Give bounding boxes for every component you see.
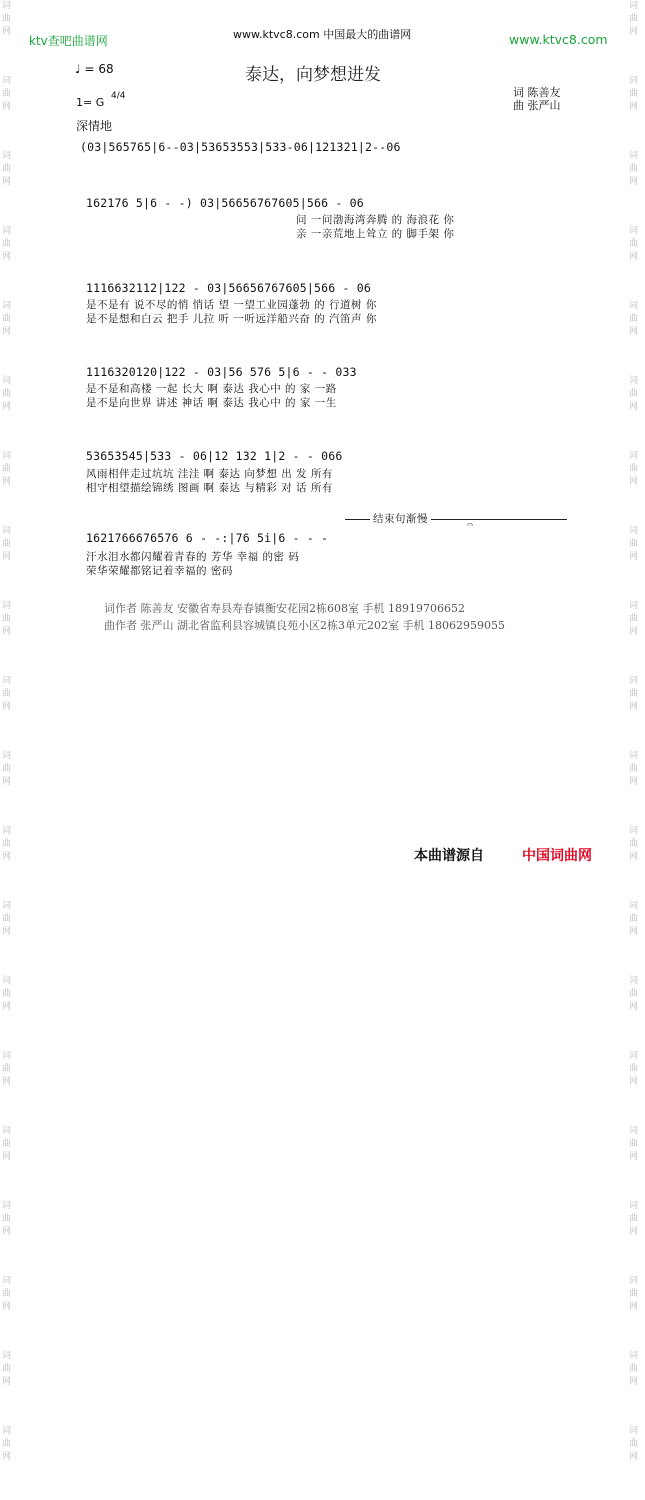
lyricist-credit: 词 陈善友 bbox=[513, 86, 561, 99]
watermark-gap bbox=[629, 1314, 643, 1350]
watermark-char: 网 bbox=[2, 27, 12, 37]
watermark-char: 词 bbox=[629, 1126, 639, 1136]
lyrics-line-5-verse-2: 相守相望描绘锦绣 图画 啊 泰达 与精彩 对 话 所有 bbox=[86, 482, 333, 494]
watermark-char: 网 bbox=[629, 1452, 639, 1462]
ending-label: 结束句渐慢 bbox=[370, 511, 431, 526]
watermark-char: 网 bbox=[629, 327, 639, 337]
notation-line-1: (03|565765|6--03|53653553|533-06|121321|2--06 bbox=[80, 140, 401, 154]
watermark-char: 词 bbox=[629, 301, 639, 311]
watermark-char: 网 bbox=[629, 1227, 639, 1237]
watermark-char: 网 bbox=[2, 852, 12, 862]
watermark-char: 网 bbox=[2, 927, 12, 937]
watermark-char: 网 bbox=[629, 552, 639, 562]
watermark-char: 词 bbox=[2, 151, 12, 161]
lyrics-line-4-verse-2: 是不是向世界 讲述 神话 啊 泰达 我心中 的 家 一生 bbox=[86, 397, 337, 409]
watermark-gap bbox=[629, 264, 643, 300]
watermark-char: 曲 bbox=[629, 1214, 639, 1224]
watermark-gap bbox=[629, 1164, 643, 1200]
watermark-char: 曲 bbox=[2, 1439, 12, 1449]
watermark-char: 曲 bbox=[629, 89, 639, 99]
watermark-gap bbox=[629, 714, 643, 750]
watermark-char: 网 bbox=[629, 1002, 639, 1012]
lyrics-line-6-verse-1: 汗水泪水都闪耀着青春的 芳华 幸福 的密 码 bbox=[86, 551, 300, 563]
watermark-char: 词 bbox=[2, 751, 12, 761]
watermark-char: 曲 bbox=[629, 764, 639, 774]
watermark-char: 曲 bbox=[2, 1139, 12, 1149]
watermark-gap bbox=[629, 639, 643, 675]
watermark-gap bbox=[2, 264, 16, 300]
watermark-char: 网 bbox=[629, 102, 639, 112]
watermark-gap bbox=[2, 39, 16, 75]
watermark-char: 网 bbox=[2, 1302, 12, 1312]
watermark-char: 曲 bbox=[2, 1364, 12, 1374]
lyrics-line-4-verse-1: 是不是和高楼 一起 长大 啊 泰达 我心中 的 家 一路 bbox=[86, 383, 337, 395]
watermark-char: 词 bbox=[629, 751, 639, 761]
watermark-gap bbox=[2, 789, 16, 825]
lyrics-line-6-verse-2: 荣华荣耀都铭记着幸福的 密码 bbox=[86, 565, 233, 577]
composer-credit: 曲 张严山 bbox=[513, 99, 561, 112]
watermark-char: 词 bbox=[2, 826, 12, 836]
watermark-char: 词 bbox=[2, 676, 12, 686]
source-label: 本曲谱源自 bbox=[414, 848, 484, 864]
watermark-char: 词 bbox=[629, 1351, 639, 1361]
watermark-char: 网 bbox=[629, 627, 639, 637]
watermark-char: 曲 bbox=[629, 389, 639, 399]
watermark-char: 网 bbox=[629, 27, 639, 37]
watermark-gap bbox=[2, 414, 16, 450]
watermark-char: 曲 bbox=[2, 539, 12, 549]
watermark-gap bbox=[629, 939, 643, 975]
watermark-char: 词 bbox=[629, 1276, 639, 1286]
watermark-char: 词 bbox=[629, 901, 639, 911]
watermark-gap bbox=[629, 114, 643, 150]
watermark-char: 曲 bbox=[2, 314, 12, 324]
watermark-gap bbox=[629, 1464, 643, 1500]
watermark-char: 词 bbox=[2, 451, 12, 461]
left-watermark-column bbox=[2, 0, 16, 1462]
watermark-char: 网 bbox=[2, 177, 12, 187]
watermark-gap bbox=[629, 1014, 643, 1050]
watermark-gap bbox=[629, 864, 643, 900]
watermark-char: 词 bbox=[2, 976, 12, 986]
watermark-char: 曲 bbox=[2, 914, 12, 924]
watermark-char: 曲 bbox=[629, 614, 639, 624]
watermark-char: 曲 bbox=[629, 1289, 639, 1299]
watermark-char: 词 bbox=[2, 1351, 12, 1361]
watermark-char: 词 bbox=[629, 226, 639, 236]
watermark-gap bbox=[2, 1314, 16, 1350]
notation-line-2: 162176 5|6 - -) 03|56656767605|566 - 06 bbox=[86, 196, 364, 210]
watermark-char: 曲 bbox=[2, 1214, 12, 1224]
watermark-char: 词 bbox=[629, 526, 639, 536]
watermark-char: 词 bbox=[629, 976, 639, 986]
watermark-char: 词 bbox=[629, 826, 639, 836]
watermark-char: 曲 bbox=[2, 164, 12, 174]
watermark-char: 曲 bbox=[629, 1439, 639, 1449]
watermark-char: 词 bbox=[2, 76, 12, 86]
watermark-char: 网 bbox=[2, 252, 12, 262]
watermark-gap bbox=[2, 1464, 16, 1500]
watermark-char: 词 bbox=[2, 901, 12, 911]
center-site-banner: www.ktvc8.com 中国最大的曲谱网 bbox=[233, 28, 412, 41]
watermark-char: 曲 bbox=[629, 539, 639, 549]
watermark-char: 曲 bbox=[629, 1139, 639, 1149]
watermark-char: 曲 bbox=[629, 164, 639, 174]
watermark-char: 曲 bbox=[629, 1064, 639, 1074]
watermark-gap bbox=[2, 339, 16, 375]
watermark-gap bbox=[2, 114, 16, 150]
watermark-char: 词 bbox=[2, 1201, 12, 1211]
watermark-char: 曲 bbox=[2, 89, 12, 99]
watermark-char: 网 bbox=[2, 552, 12, 562]
watermark-char: 网 bbox=[2, 327, 12, 337]
notation-line-4: 1116320120|122 - 03|56 576 5|6 - - 033 bbox=[86, 365, 357, 379]
watermark-char: 曲 bbox=[2, 614, 12, 624]
watermark-char: 词 bbox=[2, 601, 12, 611]
watermark-char: 网 bbox=[629, 702, 639, 712]
watermark-char: 词 bbox=[629, 601, 639, 611]
watermark-char: 网 bbox=[2, 1377, 12, 1387]
lyricist-contact: 词作者 陈善友 安徽省寿县寿春镇衡安花园2栋608室 手机 18919706652 bbox=[104, 602, 465, 615]
notation-line-5: 53653545|533 - 06|12 132 1|2 - - 066 bbox=[86, 449, 343, 463]
time-signature: 4/4 bbox=[111, 91, 126, 101]
watermark-char: 网 bbox=[2, 702, 12, 712]
watermark-char: 网 bbox=[629, 477, 639, 487]
watermark-char: 曲 bbox=[2, 989, 12, 999]
watermark-char: 网 bbox=[2, 627, 12, 637]
watermark-gap bbox=[629, 489, 643, 525]
watermark-char: 词 bbox=[629, 1426, 639, 1436]
source-site-link[interactable]: 中国词曲网 bbox=[522, 848, 592, 864]
watermark-gap bbox=[629, 1389, 643, 1425]
watermark-gap bbox=[629, 564, 643, 600]
watermark-gap bbox=[629, 414, 643, 450]
watermark-char: 网 bbox=[629, 777, 639, 787]
watermark-char: 词 bbox=[629, 151, 639, 161]
watermark-char: 曲 bbox=[629, 239, 639, 249]
watermark-gap bbox=[2, 864, 16, 900]
watermark-char: 曲 bbox=[629, 464, 639, 474]
watermark-gap bbox=[2, 714, 16, 750]
watermark-gap bbox=[629, 39, 643, 75]
watermark-char: 曲 bbox=[629, 14, 639, 24]
watermark-gap bbox=[2, 1389, 16, 1425]
watermark-char: 词 bbox=[2, 1051, 12, 1061]
watermark-char: 曲 bbox=[629, 914, 639, 924]
watermark-char: 词 bbox=[2, 1426, 12, 1436]
watermark-char: 词 bbox=[629, 76, 639, 86]
watermark-char: 网 bbox=[2, 1227, 12, 1237]
watermark-char: 曲 bbox=[2, 764, 12, 774]
watermark-char: 网 bbox=[2, 402, 12, 412]
key-signature: 1= G bbox=[76, 96, 105, 109]
watermark-gap bbox=[2, 939, 16, 975]
lyrics-line-2-verse-1: 问 一问渤海湾奔腾 的 海浪花 你 bbox=[296, 214, 455, 226]
notation-line-6: 1621766676576 6 - -:|76 5i|6 - - - bbox=[86, 531, 329, 545]
watermark-char: 网 bbox=[2, 1002, 12, 1012]
watermark-char: 网 bbox=[629, 1377, 639, 1387]
watermark-char: 曲 bbox=[629, 689, 639, 699]
watermark-char: 网 bbox=[629, 402, 639, 412]
watermark-char: 网 bbox=[2, 777, 12, 787]
watermark-char: 词 bbox=[629, 676, 639, 686]
notation-line-3: 1116632112|122 - 03|56656767605|566 - 06 bbox=[86, 281, 371, 295]
watermark-char: 网 bbox=[629, 1152, 639, 1162]
watermark-gap bbox=[629, 1089, 643, 1125]
watermark-char: 词 bbox=[2, 1126, 12, 1136]
watermark-char: 曲 bbox=[2, 689, 12, 699]
watermark-char: 词 bbox=[2, 1276, 12, 1286]
watermark-gap bbox=[629, 189, 643, 225]
watermark-char: 网 bbox=[2, 102, 12, 112]
watermark-char: 词 bbox=[629, 451, 639, 461]
watermark-char: 词 bbox=[2, 376, 12, 386]
watermark-char: 曲 bbox=[2, 839, 12, 849]
watermark-char: 曲 bbox=[629, 839, 639, 849]
watermark-gap bbox=[2, 1089, 16, 1125]
watermark-char: 曲 bbox=[2, 239, 12, 249]
fermata-icon: 𝄐 bbox=[467, 518, 474, 531]
left-site-link[interactable]: ktv查吧曲谱网 bbox=[29, 34, 108, 48]
watermark-char: 曲 bbox=[629, 314, 639, 324]
expression-marking: 深情地 bbox=[76, 119, 113, 133]
watermark-char: 网 bbox=[629, 177, 639, 187]
watermark-gap bbox=[2, 1164, 16, 1200]
watermark-gap bbox=[2, 564, 16, 600]
watermark-char: 曲 bbox=[629, 1364, 639, 1374]
watermark-gap bbox=[629, 339, 643, 375]
watermark-char: 词 bbox=[2, 1, 12, 11]
watermark-gap bbox=[2, 639, 16, 675]
watermark-char: 词 bbox=[629, 376, 639, 386]
watermark-char: 网 bbox=[2, 1152, 12, 1162]
watermark-char: 词 bbox=[2, 301, 12, 311]
watermark-char: 词 bbox=[2, 226, 12, 236]
watermark-char: 曲 bbox=[629, 989, 639, 999]
watermark-char: 词 bbox=[629, 1051, 639, 1061]
watermark-gap bbox=[2, 1014, 16, 1050]
right-site-link[interactable]: www.ktvc8.com bbox=[509, 32, 608, 47]
watermark-char: 词 bbox=[629, 1201, 639, 1211]
watermark-gap bbox=[629, 1239, 643, 1275]
composer-contact: 曲作者 张严山 湖北省监利县容城镇良苑小区2栋3单元202室 手机 18062959055 bbox=[104, 619, 505, 632]
watermark-gap bbox=[2, 1239, 16, 1275]
watermark-gap bbox=[2, 189, 16, 225]
watermark-char: 网 bbox=[629, 1077, 639, 1087]
tempo-marking: ♩ = 68 bbox=[75, 62, 114, 76]
watermark-char: 网 bbox=[629, 927, 639, 937]
lyrics-line-3-verse-1: 是不是有 说不尽的悄 悄话 望 一望工业园蓬勃 的 行道树 你 bbox=[86, 299, 377, 311]
watermark-gap bbox=[2, 489, 16, 525]
lyrics-line-2-verse-2: 亲 一亲荒地上耸立 的 脚手架 你 bbox=[296, 228, 455, 240]
watermark-char: 网 bbox=[2, 477, 12, 487]
watermark-char: 词 bbox=[629, 1, 639, 11]
watermark-char: 曲 bbox=[2, 1064, 12, 1074]
watermark-char: 网 bbox=[2, 1077, 12, 1087]
watermark-char: 曲 bbox=[2, 14, 12, 24]
watermark-char: 曲 bbox=[2, 1289, 12, 1299]
watermark-char: 曲 bbox=[2, 389, 12, 399]
watermark-char: 词 bbox=[2, 526, 12, 536]
watermark-gap bbox=[629, 789, 643, 825]
lyrics-line-3-verse-2: 是不是想和白云 把手 儿拉 听 一听远洋船兴奋 的 汽笛声 你 bbox=[86, 313, 377, 325]
watermark-char: 曲 bbox=[2, 464, 12, 474]
watermark-char: 网 bbox=[629, 852, 639, 862]
watermark-char: 网 bbox=[629, 1302, 639, 1312]
watermark-char: 网 bbox=[2, 1452, 12, 1462]
right-watermark-column bbox=[629, 0, 643, 1462]
watermark-char: 网 bbox=[629, 252, 639, 262]
lyrics-line-5-verse-1: 风雨相伴走过坑坑 洼洼 啊 泰达 向梦想 出 发 所有 bbox=[86, 468, 333, 480]
song-title: 泰达，向梦想进发 bbox=[245, 65, 381, 85]
